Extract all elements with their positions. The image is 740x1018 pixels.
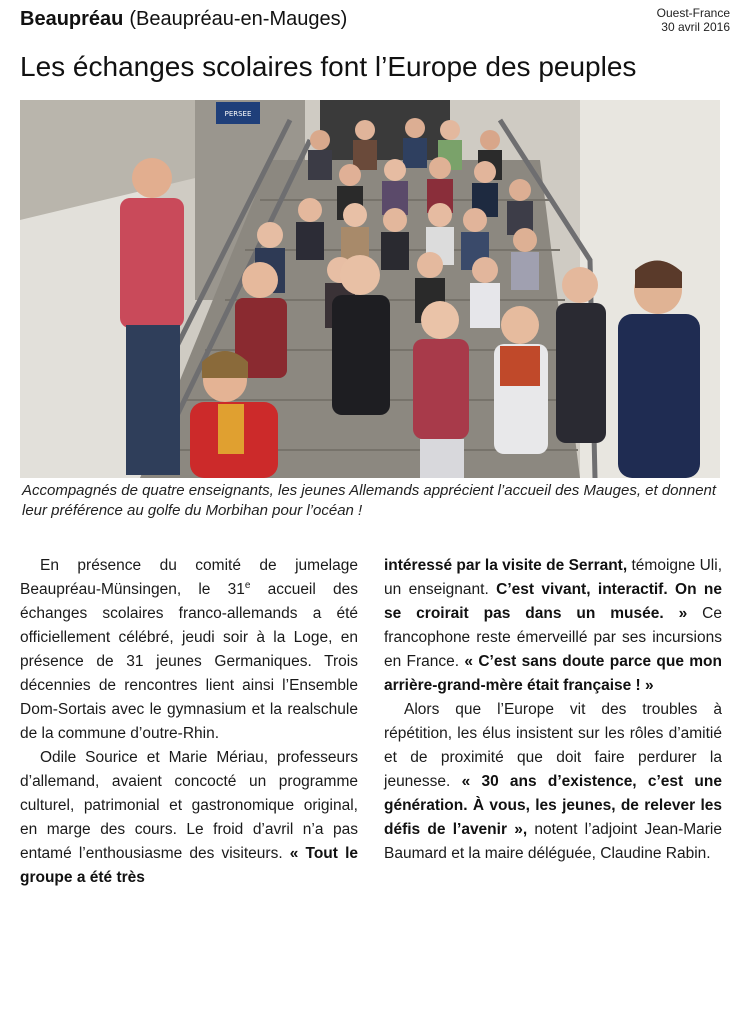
paragraph-2-text: Odile Sourice et Marie Mériau, professeurs d’allemand, avaient concocté un programme culturel, patrimonial et gastronomique original, en marge des cours. Le froid d’avril n’a pas entamé l’enthousiasme des visiteurs. [20,749,358,862]
publication-date: 30 avril 2016 [661,20,730,34]
paragraph-4-text-b: notent l’adjoint Jean-Marie Baumard et la maire déléguée, Claudine Rabin. [384,821,722,862]
quote-3: « C’est sans doute parce que mon arrière-grand-mère était française ! » [384,653,722,694]
paragraph-3 [384,554,722,698]
group-photo-illustration [20,100,720,478]
ordinal-suffix: e [244,579,251,591]
paragraph-1 [20,554,358,746]
paragraph-4 [384,698,722,866]
location-heading [20,8,347,31]
article-column-right [384,554,722,866]
paragraph-1-text-a: En présence du comité de jumelage Beaupréau-Münsingen, le 31 [20,557,358,598]
quote-2: C’est vivant, interactif. On ne se croirait pas dans un musée. » [384,581,722,622]
photo-sign: PERSEE [224,110,252,118]
source-block [657,6,730,34]
paragraph-3-text-a: témoigne Uli, un enseignant. [384,557,723,598]
newspaper-name: Ouest-France [656,6,730,20]
quote-4: « 30 ans d’existence, c’est une génération. À vous, les jeunes, de relever les défis de l’avenir », [384,773,722,838]
paragraph-4-text-a: Alors que l’Europe vit des troubles à répétition, les élus insistent sur les rôles d’amitié et de proximité que doit faire perdurer la jeunesse. [384,701,722,790]
paragraph-3-text-b: Ce francophone reste émerveillé par ses incursions en France. [384,605,722,670]
paragraph-2 [20,746,358,890]
city-name: Beaupréau [20,8,124,30]
quote-start: « Tout le groupe a été très [20,845,358,886]
article-header [20,6,730,36]
quote-continuation: intéressé par la visite de Serrant, [384,557,628,574]
article-column-left [20,554,358,890]
region-name: (Beaupréau-en-Mauges) [129,8,348,30]
headline: Les échanges scolaires font l’Europe des peuples [20,51,637,82]
photo-caption: Accompagnés de quatre enseignants, les jeunes Allemands apprécient l’accueil des Mauges, et donnent leur préférence au golfe du Morbihan pour l’océan ! [22,482,717,519]
paragraph-1-text-b: accueil des échanges scolaires franco-allemands a été officiellement célébré, jeudi soir à la Loge, en présence de 31 jeunes Germaniques. Trois décennies de rencontres lient ainsi l’Ensemble Dom-Sortais avec le gymnasium et la realschule de la commune d’outre-Rhin. [20,581,359,742]
group-photo [20,100,720,478]
